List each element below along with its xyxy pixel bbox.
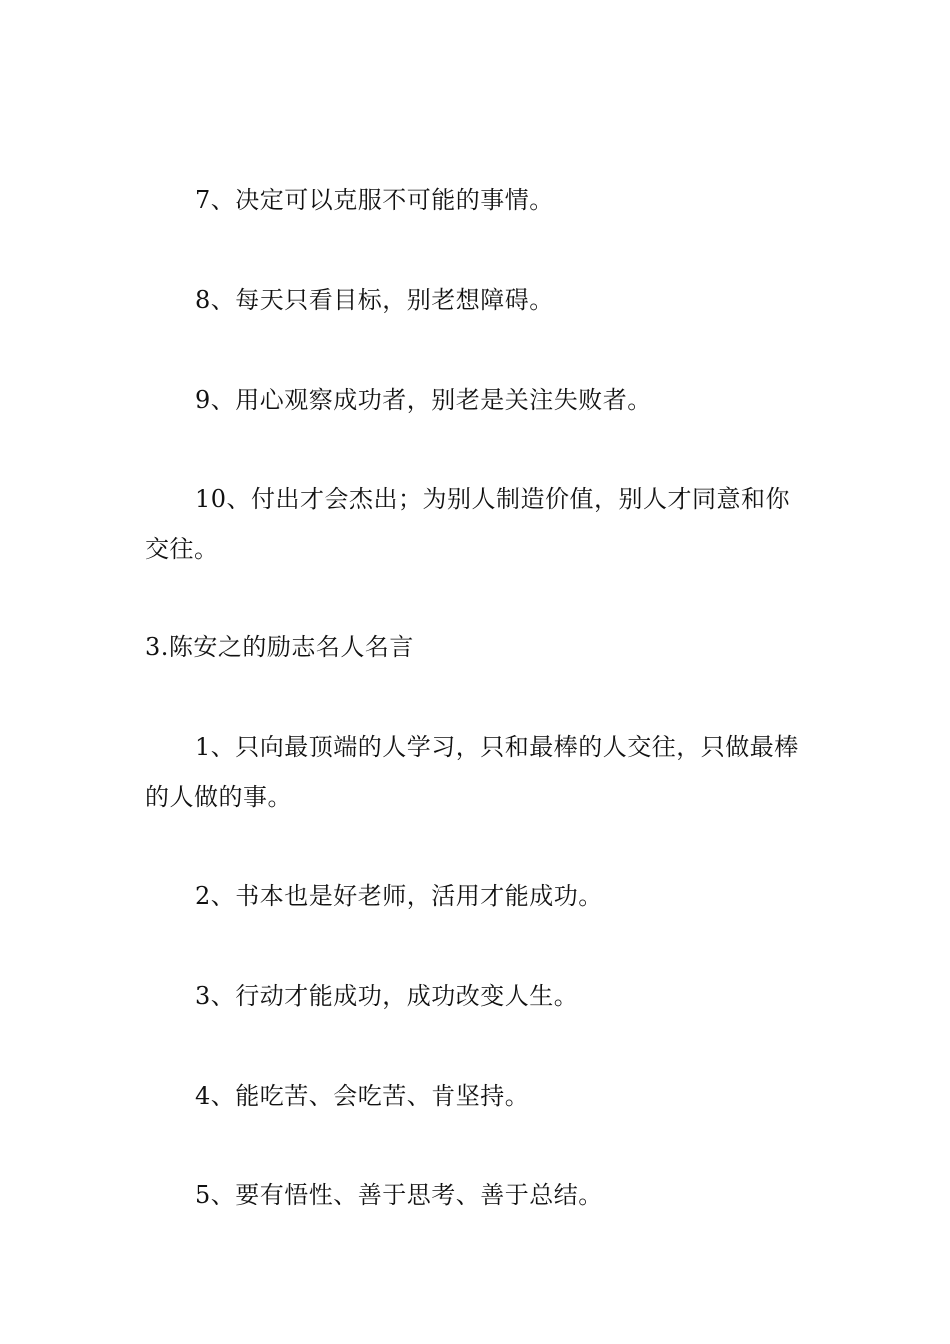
quote-item-3: 3、行动才能成功，成功改变人生。 bbox=[195, 982, 579, 1010]
quote-item-9: 9、用心观察成功者，别老是关注失败者。 bbox=[195, 386, 652, 414]
quote-item-1: 1、只向最顶端的人学习，只和最棒的人交往，只做最棒的人做的事。 bbox=[145, 733, 799, 811]
quote-item-10: 10、付出才会杰出；为别人制造价值，别人才同意和你交往。 bbox=[145, 485, 791, 563]
quote-item-5: 5、要有悟性、善于思考、善于总结。 bbox=[195, 1181, 603, 1209]
quote-item-7: 7、决定可以克服不可能的事情。 bbox=[195, 186, 554, 214]
quote-item-8: 8、每天只看目标，别老想障碍。 bbox=[195, 286, 554, 314]
quote-item-4: 4、能吃苦、会吃苦、肯坚持。 bbox=[195, 1082, 530, 1110]
section-heading: 3.陈安之的励志名人名言 bbox=[145, 633, 414, 661]
quote-item-2: 2、书本也是好老师，活用才能成功。 bbox=[195, 882, 603, 910]
